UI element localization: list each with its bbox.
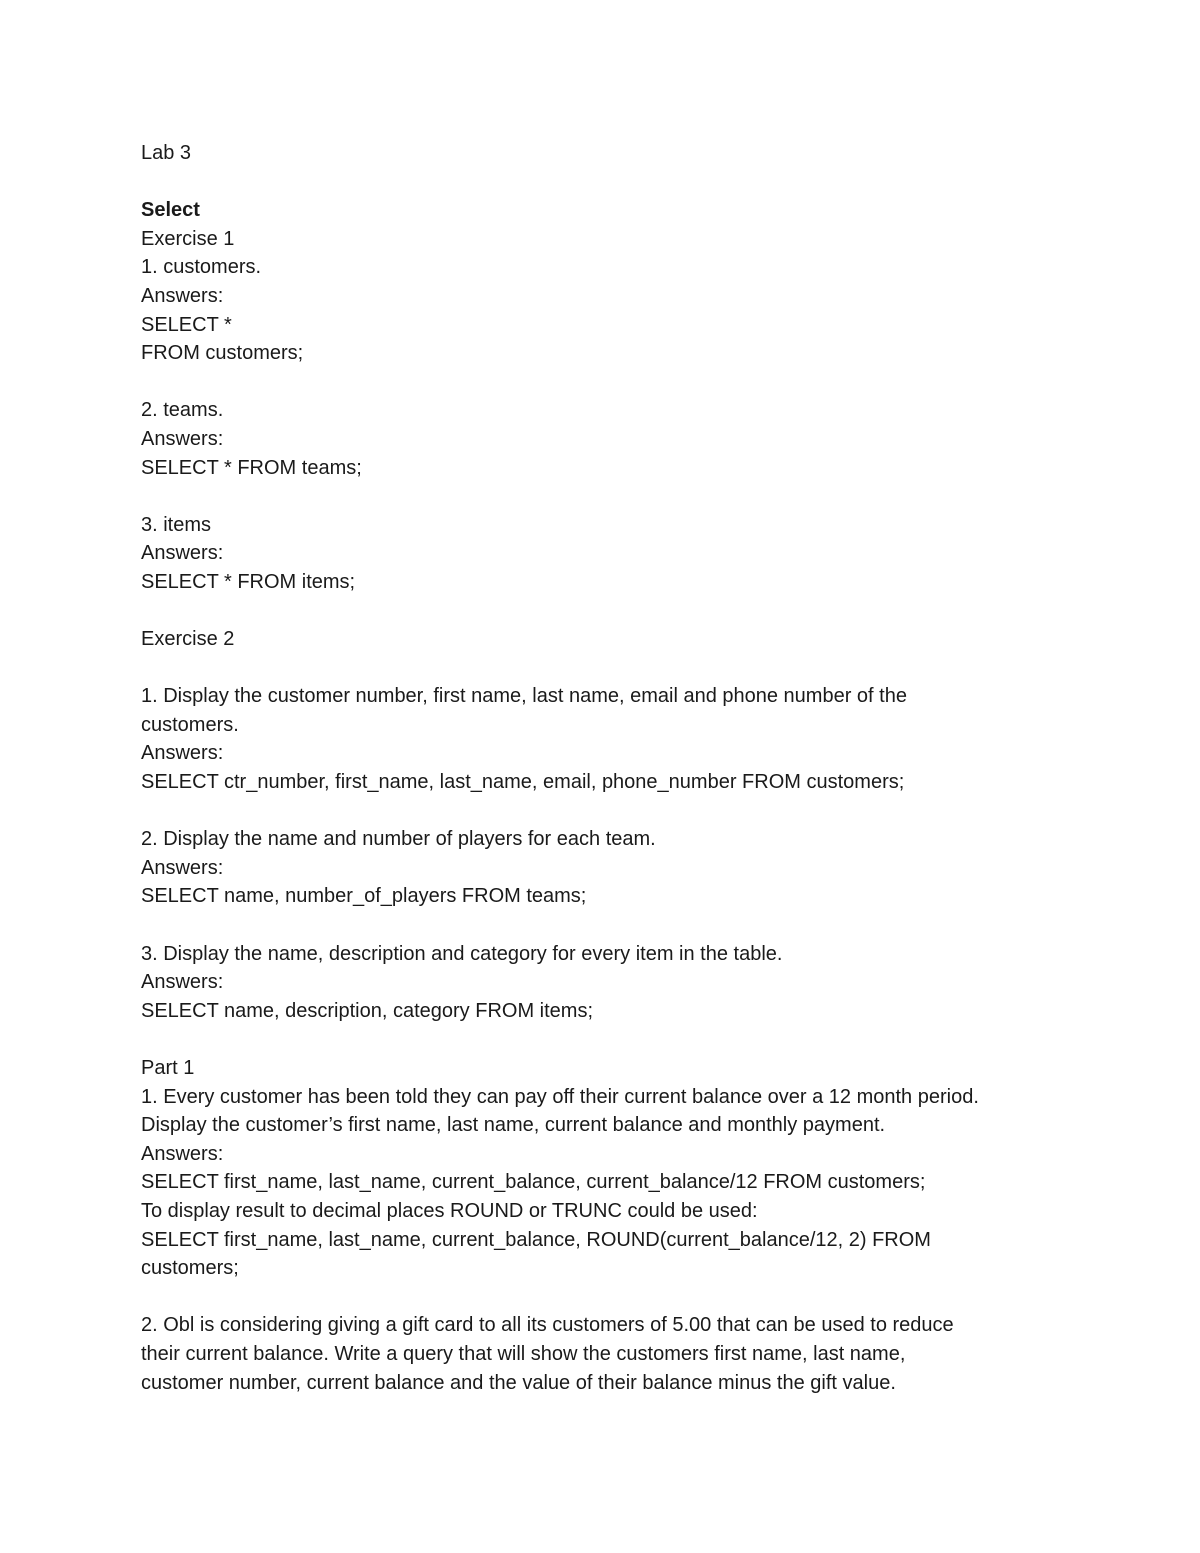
- part1-question-1-line2: Display the customer’s first name, last name, current balance and monthly payment.: [141, 1114, 886, 1137]
- part1-q1-answer-1: SELECT first_name, last_name, current_balance, current_balance/12 FROM customers;: [141, 1171, 926, 1194]
- ex1-q3-answers-label: Answers:: [141, 542, 224, 565]
- ex1-q2-answer: SELECT * FROM teams;: [141, 456, 362, 479]
- section-heading: Select: [141, 199, 200, 222]
- ex2-q2-answers-label: Answers:: [141, 856, 224, 879]
- ex2-q2-answer: SELECT name, number_of_players FROM teams;: [141, 885, 587, 908]
- exercise-1-heading: Exercise 1: [141, 227, 235, 250]
- ex2-question-1-line2: customers.: [141, 713, 239, 736]
- spacer: [141, 597, 1101, 626]
- spacer: [141, 911, 1101, 940]
- ex1-q2-answers-label: Answers:: [141, 427, 224, 450]
- ex2-q3-answer: SELECT name, description, category FROM items;: [141, 999, 594, 1022]
- part1-question-2-line2: their current balance. Write a query that will show the customers first name, last name,: [141, 1342, 906, 1365]
- spacer: [141, 797, 1101, 826]
- spacer: [141, 482, 1101, 511]
- part1-q1-note: To display result to decimal places ROUND or TRUNC could be used:: [141, 1199, 758, 1222]
- ex1-q1-answers-label: Answers:: [141, 284, 224, 307]
- part1-question-1-line1: 1. Every customer has been told they can pay off their current balance over a 12 month period.: [141, 1085, 979, 1108]
- ex1-q3-answer: SELECT * FROM items;: [141, 570, 356, 593]
- ex2-question-2: 2. Display the name and number of players for each team.: [141, 828, 656, 851]
- part-1-heading: Part 1: [141, 1057, 195, 1079]
- doc-title: Lab 3: [141, 142, 192, 164]
- ex2-q3-answers-label: Answers:: [141, 971, 224, 994]
- part1-question-2-line1: 2. Obl is considering giving a gift card to all its customers of 5.00 that can be used to reduce: [141, 1314, 954, 1337]
- ex2-question-3: 3. Display the name, description and category for every item in the table.: [141, 942, 783, 965]
- part1-question-2-line3: customer number, current balance and the value of their balance minus the gift value.: [141, 1371, 896, 1394]
- part1-q1-answer-2-line1: SELECT first_name, last_name, current_balance, ROUND(current_balance/12, 2) FROM: [141, 1228, 931, 1251]
- spacer: [141, 168, 1101, 197]
- part1-q1-answer-2-line2: customers;: [141, 1257, 239, 1280]
- spacer: [141, 1283, 1101, 1312]
- document-page: [141, 139, 1101, 1397]
- spacer: [141, 654, 1101, 683]
- ex1-q1-answer-line2: FROM customers;: [141, 342, 304, 365]
- ex1-question-2: 2. teams.: [141, 399, 224, 422]
- exercise-2-heading: Exercise 2: [141, 628, 235, 651]
- ex2-q1-answers-label: Answers:: [141, 742, 224, 765]
- ex2-question-1-line1: 1. Display the customer number, first name, last name, email and phone number of the: [141, 685, 907, 708]
- ex2-q1-answer: SELECT ctr_number, first_name, last_name, email, phone_number FROM customers;: [141, 771, 905, 794]
- spacer: [141, 368, 1101, 397]
- ex1-question-1: 1. customers.: [141, 256, 262, 279]
- ex1-q1-answer-line1: SELECT *: [141, 313, 232, 336]
- part1-q1-answers-label: Answers:: [141, 1142, 224, 1165]
- ex1-question-3: 3. items: [141, 513, 212, 536]
- spacer: [141, 1025, 1101, 1054]
